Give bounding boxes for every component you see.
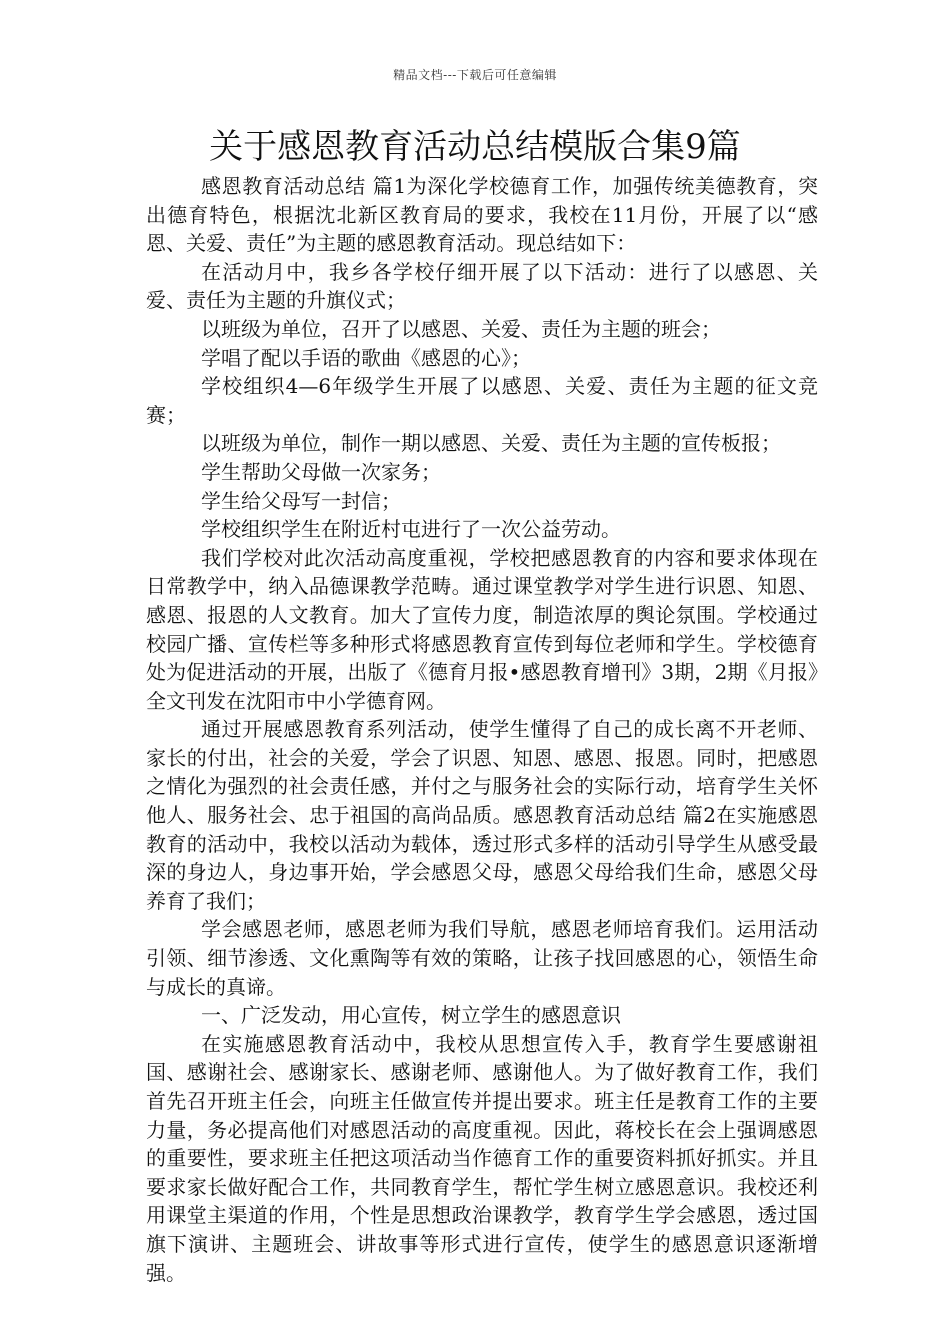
document-body [146,172,818,1287]
paragraph: 学会感恩老师，感恩老师为我们导航，感恩老师培育我们。运用活动引领、细节渗透、文化熏陶等有效的策略，让孩子找回感恩的心，领悟生命与成长的真谛。 [146,917,818,999]
paragraph: 学生帮助父母做一次家务； [201,459,441,484]
paragraph: 感恩教育活动总结 篇1为深化学校德育工作，加强传统美德教育，突出德育特色，根据沈北新区教育局的要求，我校在11月份，开展了以“感恩、关爱、责任”为主题的感恩教育活动。现总结如下： [146,174,818,256]
paragraph: 学校组织4—6年级学生开展了以感恩、关爱、责任为主题的征文竞赛； [146,374,818,427]
paragraph: 学唱了配以手语的歌曲《感恩的心》； [201,345,531,370]
paragraph: 我们学校对此次活动高度重视，学校把感恩教育的内容和要求体现在日常教学中，纳入品德课教学范畴。通过课堂教学对学生进行识恩、知恩、感恩、报恩的人文教育。加大了宣传力度，制造浓厚的舆论氛围。学校通过校园广播、宣传栏等多种形式将感恩教育宣传到每位老师和学生。学校德育处为促进活动的开展，出版了《德育月报•感恩教育增刊》3期，2期《月报》全文刊发在沈阳市中小学德育网。 [146,545,818,713]
paragraph: 学生给父母写一封信； [201,488,401,513]
document-title: 关于感恩教育活动总结模版合集9篇 [209,127,741,167]
paragraph: 在实施感恩教育活动中，我校从思想宣传入手，教育学生要感谢祖国、感谢社会、感谢家长、感谢老师、感谢他人。为了做好教育工作，我们首先召开班主任会，向班主任做宣传并提出要求。班主任是教育工作的主要力量，务必提高他们对感恩活动的高度重视。因此，蒋校长在会上强调感恩的重要性，要求班主任把这项活动当作德育工作的重要资料抓好抓实。并且要求家长做好配合工作，共同教育学生，帮忙学生树立感恩意识。我校还利用课堂主渠道的作用，个性是思想政治课教学，教育学生学会感恩，透过国旗下演讲、主题班会、讲故事等形式进行宣传，使学生的感恩意识逐渐增强。 [146,1031,818,1285]
paragraph: 学校组织学生在附近村屯进行了一次公益劳动。 [201,517,621,542]
header-note: 精品文档---下载后可任意编辑 [393,68,557,82]
paragraph: 以班级为单位，召开了以感恩、关爱、责任为主题的班会； [201,316,721,341]
paragraph: 在活动月中，我乡各学校仔细开展了以下活动：进行了以感恩、关爱、责任为主题的升旗仪式； [146,259,818,313]
paragraph: 以班级为单位，制作一期以感恩、关爱、责任为主题的宣传板报； [201,431,781,456]
section-heading: 一、广泛发动，用心宣传，树立学生的感恩意识 [201,1003,621,1028]
paragraph: 通过开展感恩教育系列活动，使学生懂得了自己的成长离不开老师、家长的付出，社会的关爱，学会了识恩、知恩、感恩、报恩。同时，把感恩之情化为强烈的社会责任感，并付之与服务社会的实际行动，培育学生关怀他人、服务社会、忠于祖国的高尚品质。感恩教育活动总结 篇2在实施感恩教育的活动中，我校以活动为载体，透过形式多样的活动引导学生从感受最深的身边人，身边事开始，学会感恩父母，感恩父母给我们生命，感恩父母养育了我们； [146,717,818,913]
